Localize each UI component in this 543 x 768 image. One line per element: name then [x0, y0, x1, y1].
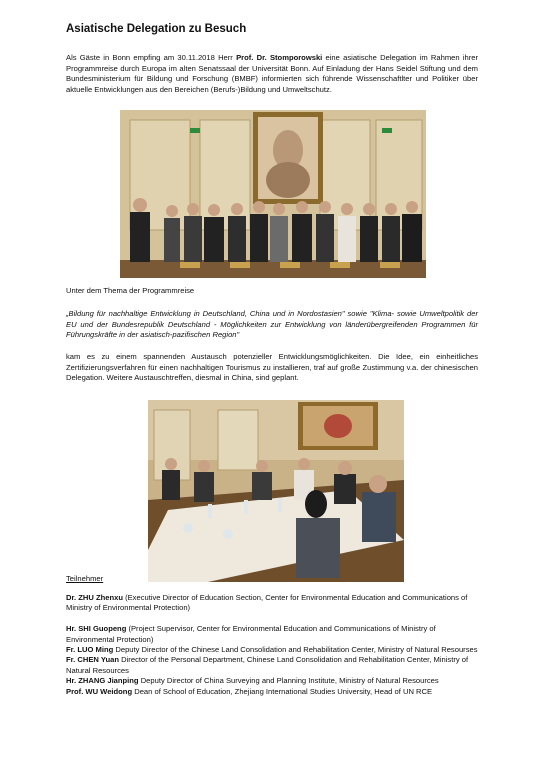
list-item: Prof. WU Weidong Dean of School of Education, Zhejiang International Studies University, Head of UN RCE	[66, 686, 433, 696]
meeting-photo	[148, 400, 404, 582]
program-theme-quote: „Bildung für nachhaltige Entwicklung in Deutschland, China und in Nordostasien" sowie "Klima- sowie Umweltpolitik der EU und der Bundesrepublik Deutschland - Möglichkeiten zur Entwicklung von länderübergreifenden Programmen für Führungskräfte in der asiatisch-pazifischen Region"	[66, 309, 478, 340]
group-photo	[120, 110, 426, 278]
intro-paragraph: Als Gäste in Bonn empfing am 30.11.2018 Herr Prof. Dr. Stomporowski eine asiatische Delegation im Rahmen ihrer Programmreise durch Europa im alten Senatssaal der Universität Bonn. Auf Einladung der Hans Seidel Stiftung und dem Bundesministerium für Bildung und Forschung (BMBF) informierten sich führende Wissenschaftlter und Politiker über aktuelle Entwicklungen aus den Bereichen (Berufs-)Bildung und Umweltschutz.	[66, 53, 479, 94]
host-name: Prof. Dr. Stomporowski	[236, 53, 323, 62]
page-title: Asiatische Delegation zu Besuch	[66, 23, 247, 35]
list-item: Hr. ZHANG Jianping Deputy Director of China Surveying and Planning Institute, Ministry of Natural Resources	[66, 676, 439, 686]
caption: Unter dem Thema der Programmreise	[66, 286, 195, 295]
list-item: Fr. CHEN Yuan Director of the Personal Department, Chinese Land Consolidation and Rehabilitation Center, Ministry of Natural Resources	[66, 655, 469, 675]
participants-heading: Teilnehmer	[66, 574, 104, 583]
outcome-paragraph: kam es zu einem spannenden Austausch potenzieller Entwicklungsmöglichkeiten. Die Idee, ein einheitliches Zertifizierungsverfahren für einen nachhaltigen Tourismus zu installieren, traf auf große Zustimmung v.a. der chinesischen Delegation. Weitere Austauschtreffen, diesmal in China, sind geplant.	[66, 352, 478, 383]
list-item: Fr. LUO Ming Deputy Director of the Chinese Land Consolidation and Rehabilitation Center, Ministry of Natural Resourses	[66, 645, 478, 655]
list-item: Hr. SHI Guopeng (Project Supervisor, Center for Environmental Education and Communications of Ministry of Environmental Protection)	[66, 624, 436, 644]
list-item: Dr. ZHU Zhenxu (Executive Director of Education Section, Center for Environmental Education and Communications of Ministry of Environmental Protection)	[66, 593, 468, 613]
participants-list	[66, 593, 486, 697]
